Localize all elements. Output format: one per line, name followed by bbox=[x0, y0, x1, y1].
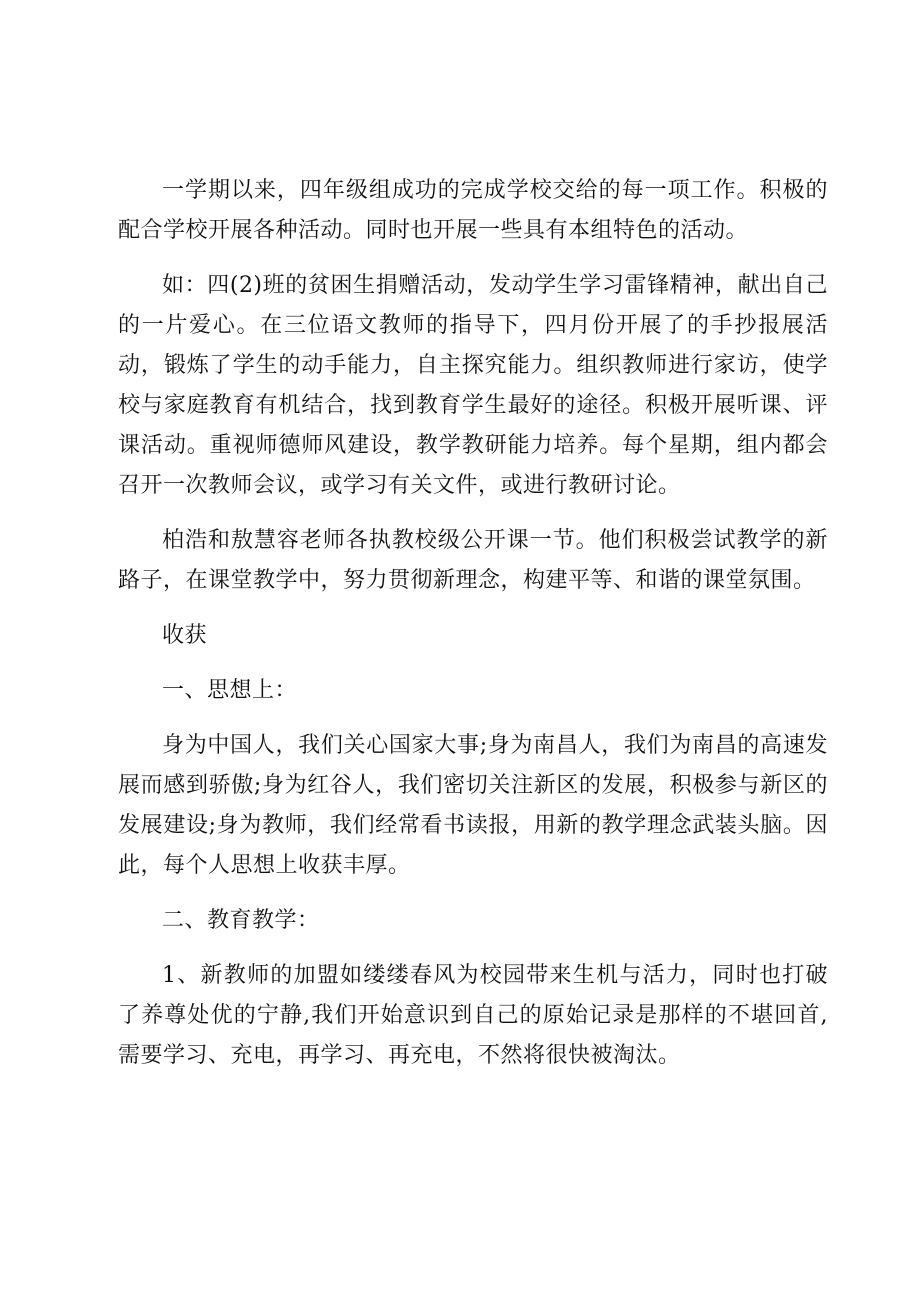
paragraph-open-class: 柏浩和敖慧容老师各执教校级公开课一节。他们积极尝试教学的新路子，在课堂教学中，努力贯彻新理念，构建平等、和谐的课堂氛围。 bbox=[118, 528, 828, 593]
document-body bbox=[118, 171, 828, 1091]
paragraph-intro: 一学期以来，四年级组成功的完成学校交给的每一项工作。积极的配合学校开展各种活动。同时也开展一些具有本组特色的活动。 bbox=[118, 178, 828, 243]
paragraph-activities: 如：四(2)班的贫困生捐赠活动，发动学生学习雷锋精神，献出自己的一片爱心。在三位语文教师的指导下，四月份开展了的手抄报展活动，锻炼了学生的动手能力，自主探究能力。组织教师进行家访，使学校与家庭教育有机结合，找到教育学生最好的途径。积极开展听课、评课活动。重视师德师风建设，教学教研能力培养。每个星期，组内都会召开一次教师会议，或学习有关文件，或进行教研讨论。 bbox=[118, 273, 828, 498]
heading-thought: 一、思想上： bbox=[162, 678, 298, 703]
heading-harvest: 收获 bbox=[162, 623, 208, 648]
paragraph-new-teachers: 1、新教师的加盟如缕缕春风为校园带来生机与活力，同时也打破了养尊处优的宁静,我们开始意识到自己的原始记录是那样的不堪回首,需要学习、充电，再学习、再充电，不然将很快被淘汰。 bbox=[118, 963, 828, 1068]
paragraph-thought: 身为中国人，我们关心国家大事;身为南昌人，我们为南昌的高速发展而感到骄傲;身为红谷人，我们密切关注新区的发展，积极参与新区的发展建设;身为教师，我们经常看书读报，用新的教学理念武装头脑。因此，每个人思想上收获丰厚。 bbox=[118, 733, 828, 878]
heading-education: 二、教育教学： bbox=[162, 908, 320, 933]
